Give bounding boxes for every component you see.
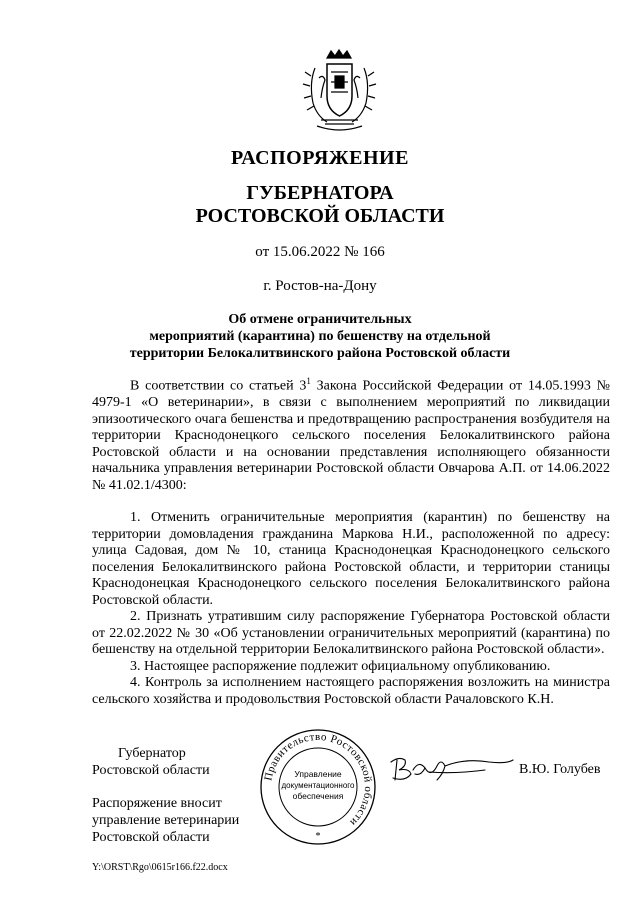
official-stamp — [258, 727, 378, 847]
signatory-name: В.Ю. Голубев — [519, 762, 601, 777]
subject-line3: территории Белокалитвинского района Ростовской области — [129, 346, 511, 361]
subject-line2: мероприятий (карантина) по бешенству на отдельной — [149, 329, 491, 344]
document-body — [92, 373, 610, 708]
handwritten-signature — [385, 752, 517, 786]
issuer-title — [0, 182, 640, 228]
file-path: Y:\ORST\Rgo\0615r166.f22.docx — [92, 862, 228, 873]
submitter-note-line3: Ростовской области — [92, 830, 210, 845]
submitter-note-line2: управление ветеринарии — [92, 813, 240, 828]
signatory-position-line2: Ростовской области — [92, 763, 210, 778]
coat-of-arms-emblem — [297, 48, 382, 133]
stamp-outer-text: Правительство Ростовской области — [262, 730, 375, 829]
submitter-note-line1: Распоряжение вносит — [92, 796, 222, 811]
item-2-paragraph: 2. Признать утратившим силу распоряжение Губернатора Ростовской области от 22.02.2022 № 30 «Об установлении ограничительных мероприятий (карантина) по бешенству на отдельной территории Белокалитвинского района Ростовской области». — [92, 609, 610, 658]
document-date-number: от 15.06.2022 № 166 — [255, 244, 385, 260]
item-3-paragraph: 3. Настоящее распоряжение подлежит официальному опубликованию. — [130, 658, 551, 674]
item-4-paragraph: 4. Контроль за исполнением настоящего распоряжения возложить на министра сельского хозяйства и продовольствия Ростовской области Рачаловского К.Н. — [92, 675, 610, 707]
document-city: г. Ростов-на-Дону — [263, 278, 377, 294]
subject-line1: Об отмене ограничительных — [228, 312, 412, 327]
signatory-position-line1: Губернатор — [118, 746, 186, 761]
stamp-inner-line1: Управление — [294, 769, 342, 779]
stamp-inner-line2: документационного — [281, 781, 355, 790]
issuer-title-line2: РОСТОВСКОЙ ОБЛАСТИ — [195, 205, 445, 227]
article-superscript: 1 — [306, 376, 311, 386]
signatory-position — [92, 745, 210, 779]
stamp-inner-line3: обеспечения — [292, 791, 344, 801]
submitter-note — [92, 795, 239, 846]
document-type-title: РАСПОРЯЖЕНИЕ — [231, 147, 409, 169]
preamble-paragraph: В соответствии со статьей $3^1$ Закона Российской Федерации от 14.05.1993 № 4979-1 «О ветеринарии», в связи с выполнением мероприятий по ликвидации эпизоотического очага бешенства и предотвращению распространения возбудителя на территории Краснодонецкого сельского поселения Белокалитвинского района Ростовской области и на основании представления исполняющего обязанности начальника управления ветеринарии Ростовской области Овчарова А.П. от 14.06.2022 № 41.02.1/4300: — [92, 376, 610, 493]
issuer-title-line1: ГУБЕРНАТОРА — [246, 182, 394, 204]
stamp-star: * — [315, 831, 321, 842]
document-subject — [0, 311, 640, 362]
item-1-paragraph: 1. Отменить ограничительные мероприятия (карантин) по бешенству на территории домовладения гражданина Маркова Н.И., расположенной по адресу: улица Садовая, дом № 10, станица Краснодонецкая Краснодонецкого сельского поселения Белокалитвинского района Ростовской области, и территории станицы Краснодонецкая Краснодонецкого сельского поселения Белокалитвинского района Ростовской области. — [92, 510, 610, 608]
